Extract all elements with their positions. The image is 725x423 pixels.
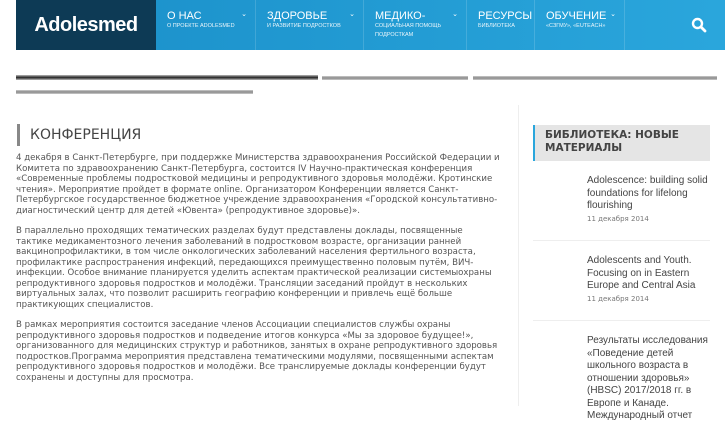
logo[interactable]: Adolesmed [16,0,156,50]
nav-item-resources[interactable] [467,0,535,50]
chevron-down-icon: ⌄ [349,10,355,18]
loading-bar [473,76,717,80]
nav-title: О НАС [167,10,202,22]
nav-title: МЕДИКО- [375,10,426,22]
library-item[interactable] [533,255,710,321]
nav-item-health[interactable] [256,0,364,50]
article-paragraph: В рамках мероприятия состоится заседание членов Ассоциации специалистов службы охраны репродуктивного здоровья подростков и подведение итогов конкурса «Мы за здоровое будущее!», организованного для медицинских структур и работников, занятых в охране репродуктивного здоровья подростков.Программа мероприятия представлена тематическими модулями, посвященными аспектам репродуктивного здоровья подростков и молодёжи. Все транслируемые доклады конференции будут сохранены и доступны для просмотра. [16,320,498,383]
nav-subtitle: БИБЛИОТЕКА [478,23,515,29]
loading-bar [322,76,468,80]
chevron-down-icon: ⌄ [452,10,458,18]
article-paragraph: 4 декабря в Санкт-Петербурге, при поддержке Министерства здравоохранения Российской Федерации и Комитета по здравоохранению Санкт-Петербурга, состоится IV Научно-практическая конференция «Современные проблемы подростковой медицины и репродуктивного здоровья молодёжи. Кротинские чтения». Мероприятие пройдет в формате online. Организатором Конференции является Санкт-Петербургское государственное бюджетное учреждение здравоохранения «Городской консультативно-диагностический центр для детей «Ювента» (репродуктивное здоровье)». [16,153,500,216]
sidebar-title: БИБЛИОТЕКА: НОВЫЕ МАТЕРИАЛЫ [533,125,710,161]
chevron-down-icon: ⌄ [241,10,247,18]
library-item-title[interactable]: Adolescents and Youth. Focusing on in Eastern Europe and Central Asia [587,255,696,291]
loading-bar [16,75,318,80]
library-item[interactable] [533,175,710,241]
article-paragraph: В параллельно проходящих тематических разделах будут представлены доклады, посвященные тактике медикаментозного лечения заболеваний в подростковом возрасте, организации ранней вакцинопрофилактики, в том числе онкологических заболеваний населения фертильного возраста, профилактике распространения инфекций, передающихся преимущественно половым путём, ВИЧ-инфекции. Особое внимание планируется уделить аспектам практической реализации системыохраны репродуктивного здоровья подростков и молодёжи. Трансляции заседаний пройдут в нескольких виртуальных залах, что позволит расширить географию конференции и привлечь ещё больше практикующих специалистов. [16,226,492,310]
page-title: КОНФЕРЕНЦИЯ [17,124,141,146]
nav-item-about[interactable] [156,0,256,50]
library-item-date: 11 декабря 2014 [587,294,649,303]
nav-item-medical[interactable] [364,0,467,50]
library-item-date: 11 декабря 2014 [587,214,649,223]
nav-title: ЗДОРОВЬЕ [267,10,328,22]
library-item-title[interactable]: Результаты исследования «Поведение детей школьного возраста в отношении здоровья» (HBSC) 2017/2018 гг. в Европе и Канаде. Международный отчет [587,335,708,421]
nav-item-education[interactable] [535,0,625,50]
nav-subtitle: СОЦИАЛЬНАЯ ПОМОЩЬ ПОДРОСТКАМ [375,23,442,38]
library-item[interactable] [533,335,710,423]
search-icon [691,17,707,33]
nav-title: ОБУЧЕНИЕ [546,10,607,22]
top-nav [16,0,725,50]
nav-title: РЕСУРСЫ [478,10,533,22]
article-body [16,153,500,393]
chevron-down-icon: ⌄ [610,10,616,18]
nav-subtitle: «СЗГМУ», «EUTEACH» [546,23,606,29]
search-button[interactable] [673,0,725,50]
loading-bar [16,90,253,94]
nav-subtitle: И РАЗВИТИЕ ПОДРОСТКОВ [267,23,341,29]
nav-subtitle: О ПРОЕКТЕ ADOLESMED [167,23,235,29]
library-item-title[interactable]: Adolescence: building solid foundations for lifelong flourishing [587,175,708,211]
sidebar-divider [518,105,519,406]
